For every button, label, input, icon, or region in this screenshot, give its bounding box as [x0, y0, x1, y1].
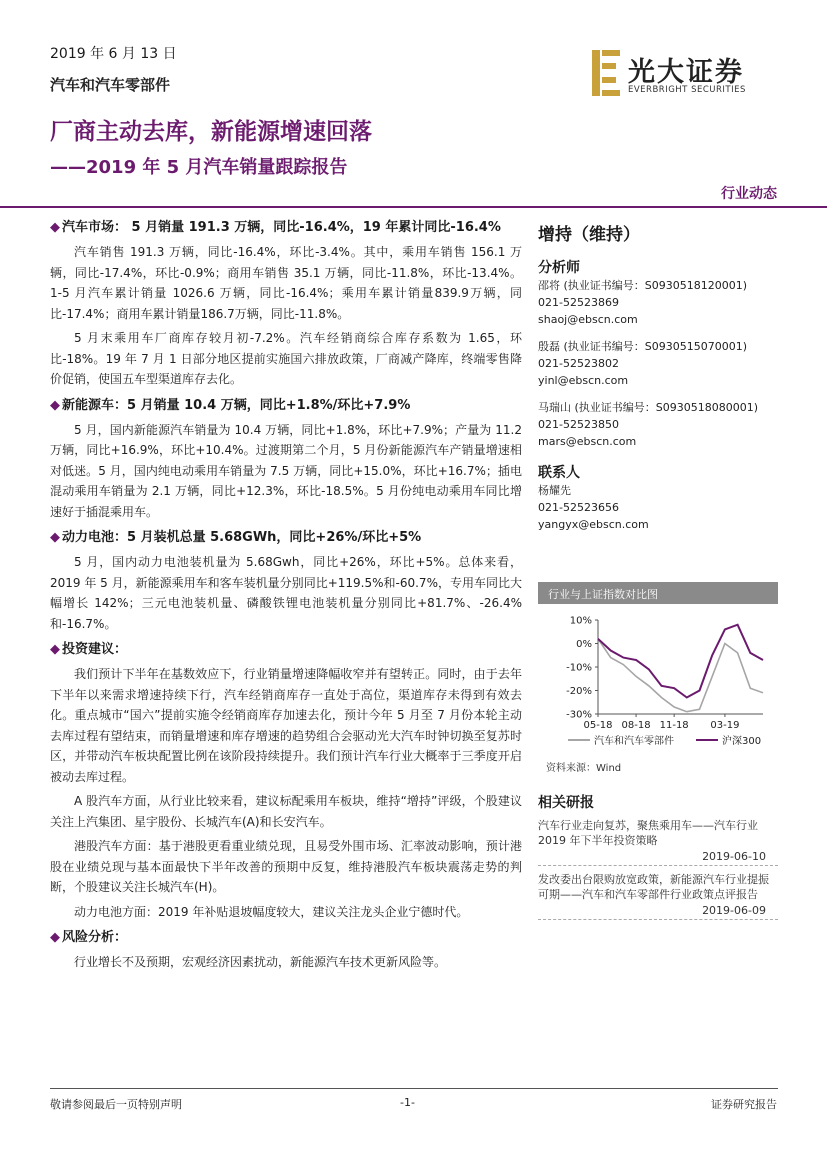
- analyst-license: (执业证书编号：S0930518120001): [563, 279, 748, 292]
- chart-title: 行业与上证指数对比图: [538, 582, 778, 604]
- analyst-card: [538, 338, 778, 389]
- logo-chinese-name: 光大证券: [628, 57, 744, 88]
- section-nev: [50, 396, 522, 523]
- diamond-bullet-icon: ◆: [50, 642, 60, 657]
- footer-report-label: 证券研究报告: [711, 1098, 777, 1111]
- analyst-email[interactable]: shaoj@ebscn.com: [538, 313, 638, 326]
- paragraph: 我们预计下半年在基数效应下，行业销量增速降幅收窄并有望转正。同时，由于去年下半年以来需求增速持续下行，汽车经销商库存一直处于高位，渠道库存未得到有效去化。重点城市“国六”提前实施令经销商库存加速去化，预计今年 5 月至 7 月份本轮主动去库过程有望结束，而销量增速和库存增速的趋势组合会驱动光大汽车时钟切换至复苏时区，并带动汽车板块配置比例在该阶段持续提升。我们预计汽车行业大概率于三季度开启被动去库过程。: [50, 667, 522, 784]
- analyst-phone: 021-52523850: [538, 418, 619, 431]
- paragraph: 行业增长不及预期，宏观经济因素扰动，新能源汽车技术更新风险等。: [74, 955, 447, 969]
- y-tick-label: -10%: [566, 662, 592, 674]
- paragraph: 5 月，国内新能源汽车销量为 10.4 万辆，同比+1.8%，环比+7.9%；产量为 11.2 万辆，同比+16.9%，环比+10.4%。过渡期第二个月，5 月份新能源汽车产销量增速相对低迷。5 月，国内纯电动乘用车销量为 7.5 万辆，同比+15.0%，环比+16.7%；插电混动乘用车销量为 2.1 万辆，同比+12.3%，环比-18.5%。5 月份纯电动乘用车同比增速好于插混乘用车。: [50, 422, 522, 519]
- sector-label: 汽车和汽车零部件: [50, 76, 171, 94]
- footer-divider: [50, 1088, 778, 1089]
- paragraph: 动力电池方面：2019 年补贴退坡幅度较大，建议关注龙头企业宁德时代。: [74, 904, 469, 919]
- related-research: [538, 792, 778, 920]
- report-title: 厂商主动去库，新能源增速回落: [50, 119, 372, 145]
- section-heading: ◆ 风险分析：: [50, 930, 128, 945]
- series-line-csi300: [598, 625, 763, 698]
- index-comparison-chart: [538, 582, 778, 774]
- x-tick-label: 11-18: [659, 720, 689, 731]
- section-risk: [50, 928, 522, 973]
- analyst-card: [538, 277, 778, 328]
- analyst-email[interactable]: yinl@ebscn.com: [538, 374, 629, 387]
- contact-phone: 021-52523656: [538, 501, 619, 514]
- x-tick-label: 08-18: [621, 720, 651, 731]
- paragraph: 5 月，国内动力电池装机量为 5.68Gwh，同比+26%，环比+5%。总体来看，2019 年 5 月，新能源乘用车和客车装机量分别同比+119.5%和-60.7%，专用车同比大幅增长 142%；三元电池装机量、磷酸铁锂电池装机量分别同比+81.7%、-26.4%和-16.7%。: [50, 555, 522, 631]
- report-date: 2019 年 6 月 13 日: [50, 46, 177, 62]
- y-tick-label: 0%: [576, 639, 592, 650]
- company-logo: [592, 50, 782, 100]
- analyst-email[interactable]: mars@ebscn.com: [538, 435, 637, 448]
- series-line-auto-parts: [598, 639, 763, 712]
- logo-english-name: EVERBRIGHT SECURITIES: [628, 85, 746, 95]
- main-content: [50, 212, 522, 973]
- research-item[interactable]: [538, 818, 778, 866]
- y-tick-label: -30%: [566, 709, 592, 721]
- section-heading: ◆ 动力电池：5 月装机总量 5.68GWh，同比+26%/环比+5%: [50, 530, 422, 545]
- paragraph: A 股汽车方面，从行业比较来看，建议标配乘用车板块，维持“增持”评级，个股建议关注上汽集团、星宇股份、长城汽车(A)和长安汽车。: [50, 794, 522, 829]
- analyst-license: (执业证书编号：S0930518080001): [574, 401, 759, 414]
- chart-plot: [538, 604, 778, 774]
- y-tick-label: 10%: [569, 615, 592, 627]
- report-type: 行业动态: [721, 186, 777, 202]
- research-date: 2019-06-10: [538, 850, 778, 866]
- analyst-phone: 021-52523869: [538, 296, 619, 309]
- contact-card: [538, 482, 778, 533]
- analyst-name: 马瑞山: [538, 401, 571, 414]
- rating: 增持（维持）: [538, 225, 640, 245]
- contact-name: 杨耀先: [538, 484, 571, 497]
- contact-email[interactable]: yangyx@ebscn.com: [538, 518, 649, 531]
- analyst-name: 殷磊: [538, 340, 560, 353]
- section-heading: ◆ 投资建议：: [50, 642, 128, 657]
- contact-heading: 联系人: [538, 465, 580, 481]
- diamond-bullet-icon: ◆: [50, 397, 60, 413]
- related-research-heading: 相关研报: [538, 795, 594, 811]
- paragraph: 汽车销售 191.3 万辆，同比-16.4%，环比-3.4%。其中，乘用车销售 156.1 万辆，同比-17.4%，环比-0.9%；商用车销售 35.1 万辆，同比-11.8%，环比-13.4%。1-5 月汽车累计销量 1026.6 万辆，同比-16.4%；乘用车累计销量839.9万辆，同比-17.4%；商用车累计销量186.7万辆，同比-11.8%。: [50, 245, 522, 321]
- footer-disclaimer: 敬请参阅最后一页特别声明: [50, 1098, 182, 1111]
- sidebar: [538, 212, 778, 533]
- section-battery: [50, 528, 522, 634]
- analyst-phone: 021-52523802: [538, 357, 619, 370]
- analyst-heading: 分析师: [538, 260, 580, 276]
- legend-label: 汽车和汽车零部件: [594, 736, 674, 747]
- section-investment: [50, 640, 522, 922]
- paragraph: 5 月末乘用车厂商库存较月初-7.2%。汽车经销商综合库存系数为 1.65，环比-18%。19 年 7 月 1 日部分地区提前实施国六排放政策，厂商减产降库，终端零售降价促销，使国五车型渠道库存去化。: [50, 331, 522, 386]
- section-heading: ◆ 汽车市场： 5 月销量 191.3 万辆，同比-16.4%，19 年累计同比-16.4%: [50, 220, 501, 235]
- x-tick-label: 05-18: [583, 720, 613, 731]
- y-tick-label: -20%: [566, 686, 592, 697]
- research-date: 2019-06-09: [538, 904, 778, 920]
- research-title[interactable]: 汽车行业走向复苏，聚焦乘用车——汽车行业 2019 年下半年投资策略: [538, 819, 758, 847]
- header-divider: [0, 206, 827, 208]
- everbright-logo-icon: [592, 50, 620, 96]
- report-subtitle: ——2019 年 5 月汽车销量跟踪报告: [50, 157, 348, 178]
- diamond-bullet-icon: ◆: [50, 220, 60, 235]
- section-auto-market: [50, 218, 522, 390]
- legend-label: 沪深300: [722, 736, 762, 747]
- analyst-name: 邵将: [538, 279, 560, 292]
- page-number: -1-: [400, 1096, 415, 1109]
- analyst-license: (执业证书编号：S0930515070001): [563, 340, 748, 353]
- diamond-bullet-icon: ◆: [50, 530, 60, 545]
- paragraph: 港股汽车方面：基于港股更看重业绩兑现，且易受外围市场、汇率波动影响，预计港股在业绩兑现与基本面最快下半年改善的预期中反复，维持港股汽车板块震荡走势的判断，个股建议关注长城汽车(H)。: [50, 839, 522, 894]
- section-heading: ◆ 新能源车：5 月销量 10.4 万辆，同比+1.8%/环比+7.9%: [50, 397, 411, 413]
- x-tick-label: 03-19: [710, 720, 740, 731]
- research-item[interactable]: [538, 872, 778, 920]
- diamond-bullet-icon: ◆: [50, 930, 60, 945]
- chart-source: 资料来源：Wind: [546, 763, 622, 774]
- research-title[interactable]: 发改委出台限购放宽政策，新能源汽车行业提振可期——汽车和汽车零部件行业政策点评报告: [538, 873, 769, 901]
- analyst-card: [538, 399, 778, 450]
